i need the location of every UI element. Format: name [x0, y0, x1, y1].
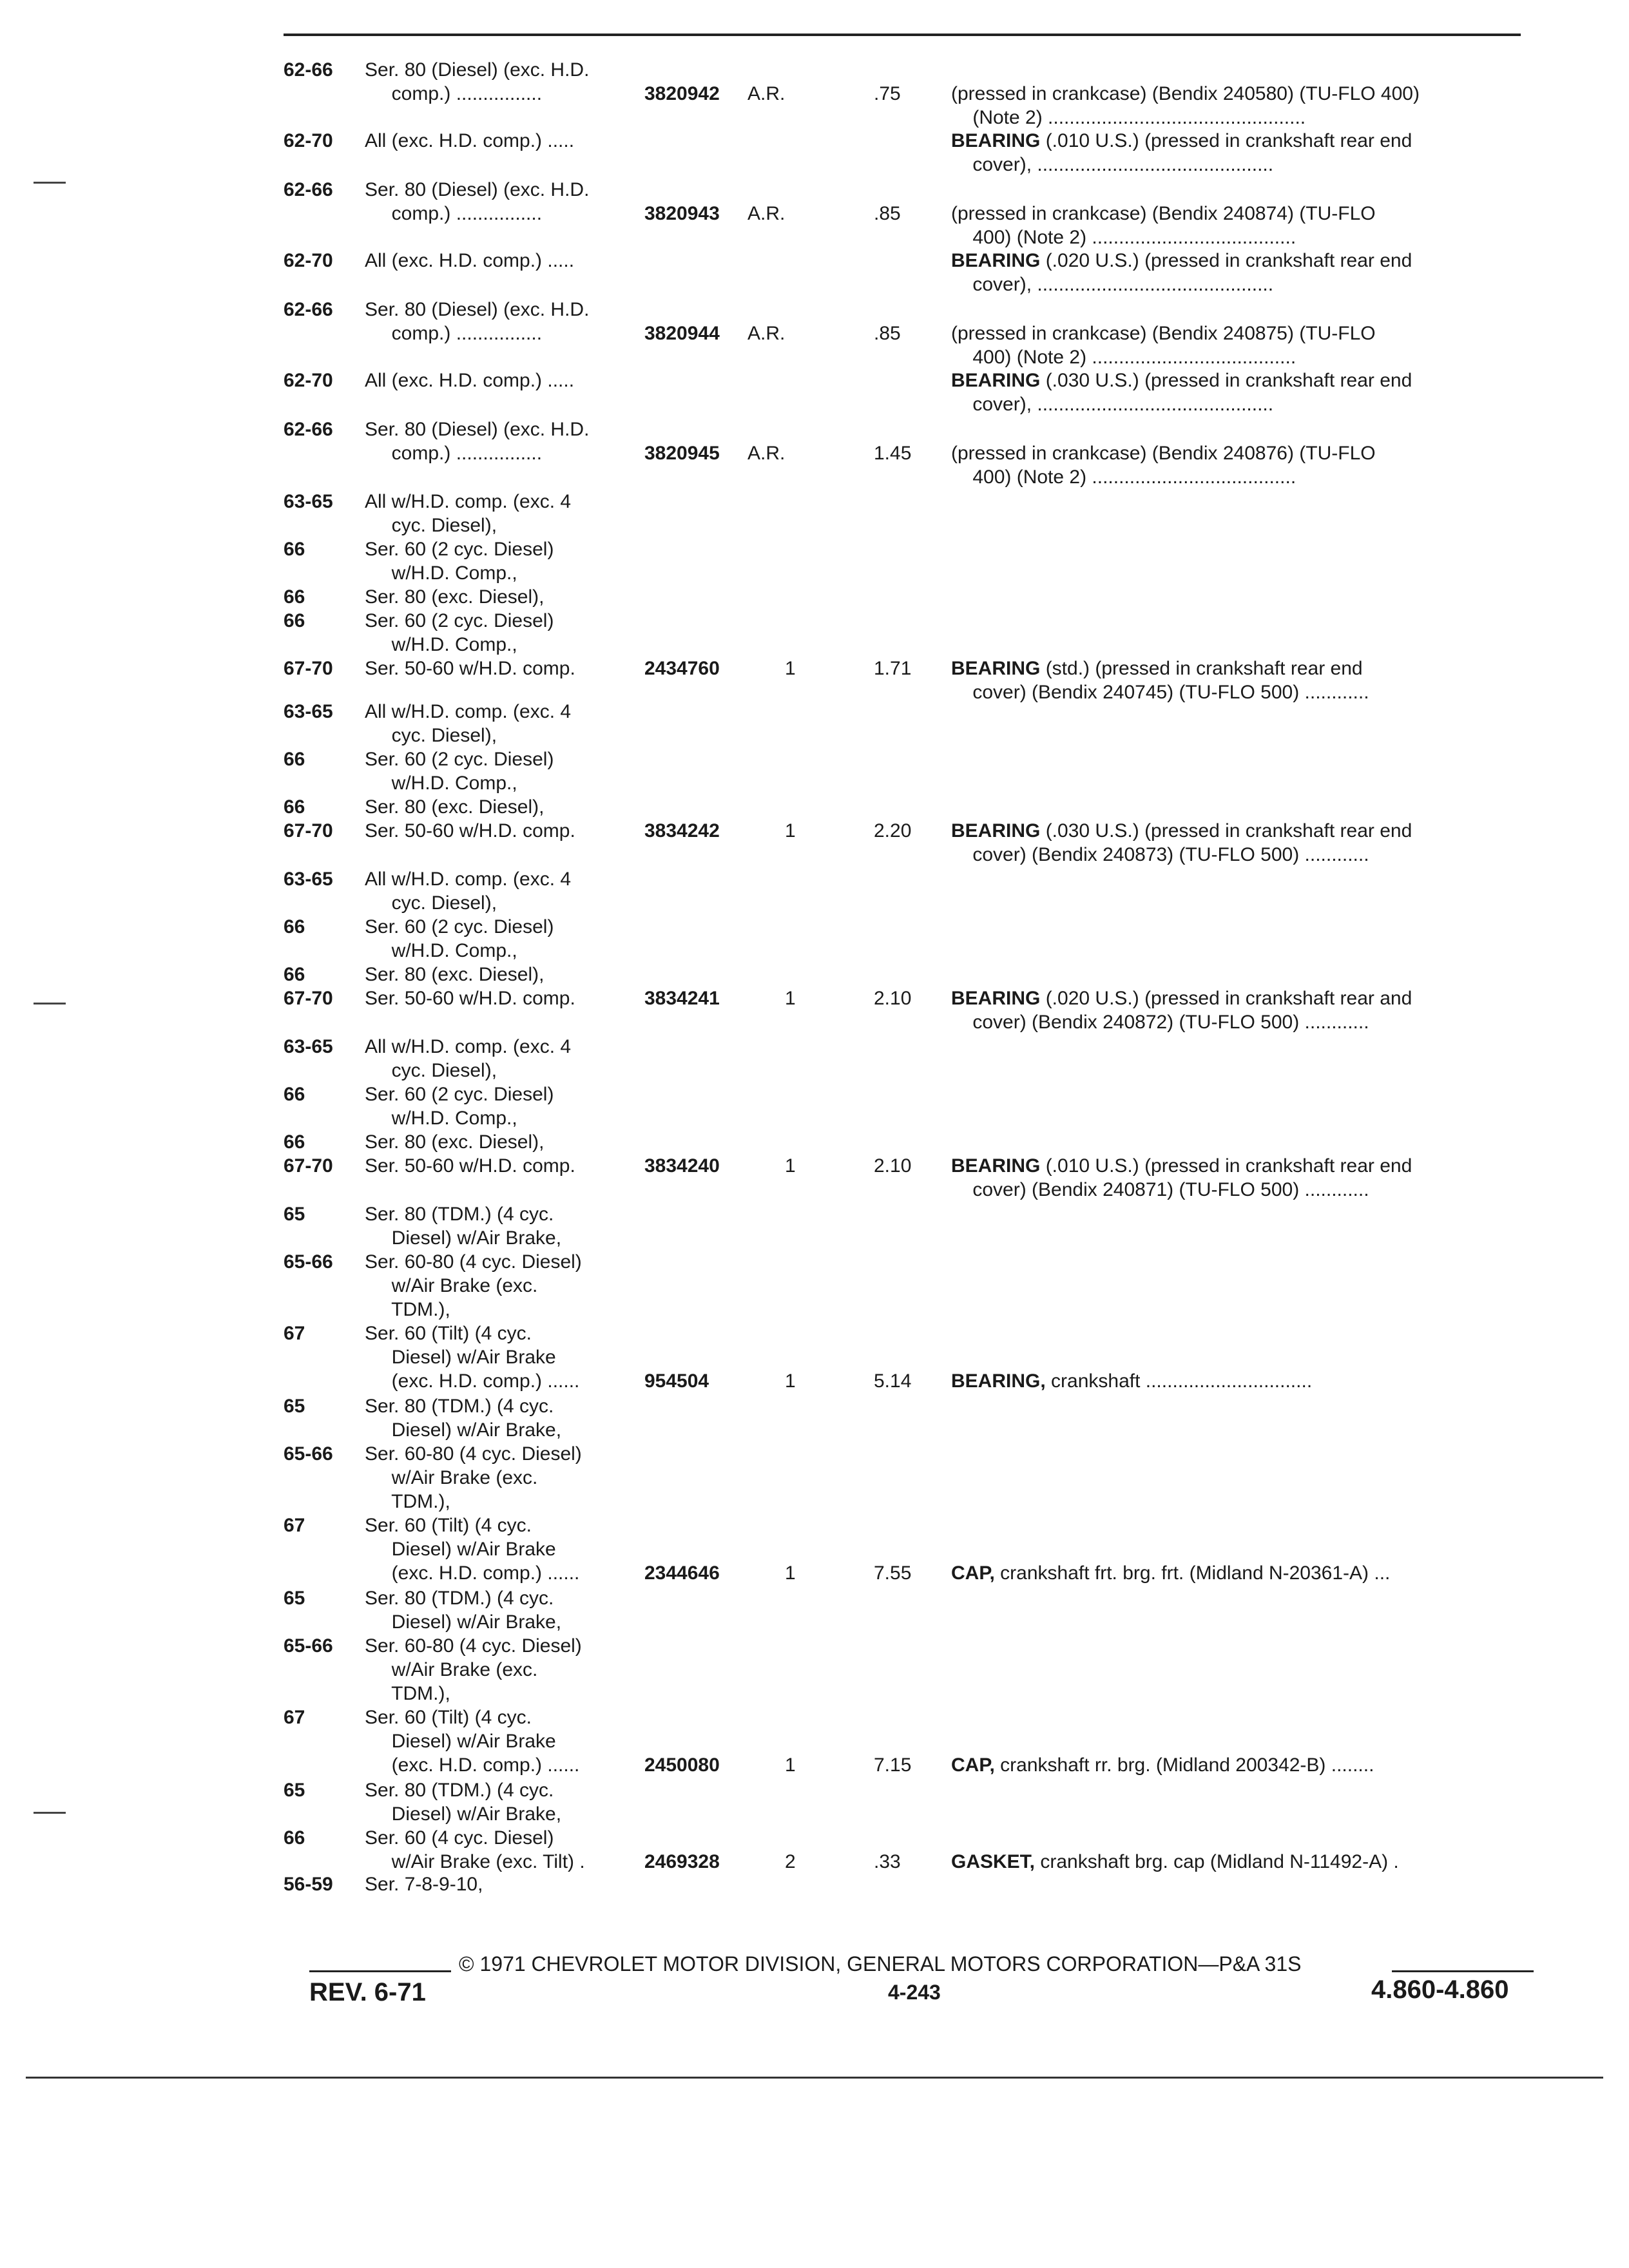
model-description: w/Air Brake (exc.	[365, 1275, 538, 1296]
year-range: 66	[284, 1084, 305, 1105]
year-range: 66	[284, 916, 305, 937]
part-name-text: cover), ............................................	[951, 154, 1274, 175]
price: 1.71	[874, 658, 912, 679]
part-name	[951, 680, 1531, 704]
model-description: Ser. 60-80 (4 cyc. Diesel)	[365, 1251, 582, 1273]
model-description: cyc. Diesel),	[365, 892, 497, 914]
model-description: All (exc. H.D. comp.) .....	[365, 370, 575, 391]
model-description: Ser. 80 (TDM.) (4 cyc.	[365, 1780, 554, 1801]
part-name	[951, 1753, 1531, 1777]
year-range: 66	[284, 539, 305, 560]
year-range: 67	[284, 1515, 305, 1536]
year-range: 63-65	[284, 869, 333, 890]
part-name	[951, 369, 1531, 392]
part-name	[951, 153, 1531, 177]
margin-tick	[34, 1812, 66, 1814]
model-description: Ser. 80 (exc. Diesel),	[365, 964, 545, 985]
part-number: 3834241	[644, 988, 720, 1009]
part-name-keyword: CAP,	[951, 1562, 995, 1584]
model-description: w/Air Brake (exc.	[365, 1467, 538, 1488]
part-number: 2450080	[644, 1754, 720, 1776]
part-name	[951, 986, 1531, 1010]
model-description: Diesel) w/Air Brake	[365, 1539, 556, 1560]
part-name	[951, 322, 1531, 345]
part-name-text: (.020 U.S.) (pressed in crankshaft rear and	[1045, 988, 1412, 1009]
part-name-text: cover) (Bendix 240872) (TU-FLO 500) ............	[951, 1012, 1369, 1033]
part-name	[951, 843, 1531, 867]
year-range: 65	[284, 1204, 305, 1225]
model-description: w/Air Brake (exc.	[365, 1659, 538, 1680]
model-description: Ser. 60 (2 cyc. Diesel)	[365, 749, 554, 770]
model-description: Diesel) w/Air Brake,	[365, 1803, 562, 1825]
part-number: 3820942	[644, 83, 720, 104]
part-name	[951, 819, 1531, 843]
part-name-text: 400) (Note 2) ......................................	[951, 466, 1296, 488]
part-name-keyword: GASKET,	[951, 1851, 1036, 1872]
year-range: 67-70	[284, 820, 333, 841]
copyright-line: © 1971 CHEVROLET MOTOR DIVISION, GENERAL MOTORS CORPORATION—P&A 31S	[459, 1952, 1302, 1975]
price: 7.55	[874, 1562, 912, 1584]
model-description: Ser. 7-8-9-10,	[365, 1874, 483, 1895]
part-number: 2469328	[644, 1851, 720, 1872]
year-range: 62-66	[284, 419, 333, 440]
model-description: Ser. 80 (exc. Diesel),	[365, 586, 545, 608]
footer-rule-left	[309, 1970, 451, 1972]
quantity: A.R.	[747, 203, 786, 224]
year-range: 56-59	[284, 1874, 333, 1895]
part-name-text: crankshaft ...............................	[1051, 1370, 1313, 1392]
part-name-text: (Note 2) ................................................	[951, 107, 1306, 128]
part-name-text: 400) (Note 2) ......................................	[951, 347, 1296, 368]
part-name	[951, 1369, 1531, 1393]
year-range: 62-66	[284, 299, 333, 320]
model-description: comp.) ................	[365, 83, 543, 104]
part-name	[951, 1850, 1531, 1874]
year-range: 67-70	[284, 658, 333, 679]
price: 1.45	[874, 443, 912, 464]
model-description: Ser. 60 (2 cyc. Diesel)	[365, 1084, 554, 1105]
year-range: 66	[284, 749, 305, 770]
year-range: 63-65	[284, 701, 333, 722]
part-name-keyword: CAP,	[951, 1754, 995, 1776]
year-range: 67	[284, 1323, 305, 1344]
model-description: Ser. 50-60 w/H.D. comp.	[365, 988, 575, 1009]
part-name	[951, 657, 1531, 680]
year-range: 66	[284, 964, 305, 985]
model-description: cyc. Diesel),	[365, 725, 497, 746]
model-description: Ser. 80 (exc. Diesel),	[365, 1131, 545, 1153]
year-range: 62-66	[284, 59, 333, 81]
group-reference: 4.860-4.860	[1371, 1975, 1509, 2004]
year-range: 63-65	[284, 1036, 333, 1057]
part-number: 3820945	[644, 443, 720, 464]
price: 2.20	[874, 820, 912, 841]
model-description: Ser. 60-80 (4 cyc. Diesel)	[365, 1443, 582, 1465]
model-description: Ser. 60 (4 cyc. Diesel)	[365, 1827, 554, 1849]
revision-label: REV. 6-71	[309, 1978, 426, 2006]
model-description: All w/H.D. comp. (exc. 4	[365, 701, 572, 722]
price: .75	[874, 83, 901, 104]
quantity: 1	[785, 988, 796, 1009]
part-name-text: cover), ............................................	[951, 394, 1274, 415]
model-description: (exc. H.D. comp.) ......	[365, 1754, 580, 1776]
price: 2.10	[874, 988, 912, 1009]
part-name	[951, 345, 1531, 369]
model-description: Ser. 50-60 w/H.D. comp.	[365, 1155, 575, 1177]
margin-tick	[34, 182, 66, 184]
part-name-text: (pressed in crankcase) (Bendix 240874) (TU-FLO	[951, 203, 1376, 224]
price: .33	[874, 1851, 901, 1872]
part-name-keyword: BEARING	[951, 250, 1041, 271]
year-range: 62-70	[284, 250, 333, 271]
part-name	[951, 226, 1531, 249]
model-description: w/H.D. Comp.,	[365, 562, 517, 584]
model-description: Ser. 50-60 w/H.D. comp.	[365, 658, 575, 679]
part-number: 2344646	[644, 1562, 720, 1584]
part-name-keyword: BEARING	[951, 988, 1041, 1009]
part-name	[951, 82, 1531, 106]
model-description: TDM.),	[365, 1299, 450, 1320]
price: 2.10	[874, 1155, 912, 1177]
year-range: 62-66	[284, 179, 333, 200]
part-name	[951, 1010, 1531, 1034]
part-name-text: (.010 U.S.) (pressed in crankshaft rear end	[1045, 1155, 1412, 1177]
model-description: comp.) ................	[365, 323, 543, 344]
part-name	[951, 106, 1531, 130]
model-description: Diesel) w/Air Brake,	[365, 1611, 562, 1633]
part-name-text: (pressed in crankcase) (Bendix 240580) (TU-FLO 400)	[951, 83, 1420, 104]
model-description: Diesel) w/Air Brake	[365, 1731, 556, 1752]
model-description: TDM.),	[365, 1491, 450, 1512]
model-description: comp.) ................	[365, 203, 543, 224]
part-name	[951, 465, 1531, 489]
part-number: 3834242	[644, 820, 720, 841]
part-name	[951, 273, 1531, 296]
part-name	[951, 202, 1531, 226]
price: .85	[874, 323, 901, 344]
quantity: 1	[785, 1562, 796, 1584]
model-description: Diesel) w/Air Brake,	[365, 1419, 562, 1441]
model-description: Ser. 80 (Diesel) (exc. H.D.	[365, 419, 590, 440]
year-range: 62-70	[284, 130, 333, 151]
model-description: cyc. Diesel),	[365, 515, 497, 536]
model-description: (exc. H.D. comp.) ......	[365, 1562, 580, 1584]
model-description: w/H.D. Comp.,	[365, 940, 517, 961]
part-name-text: (pressed in crankcase) (Bendix 240875) (TU-FLO	[951, 323, 1376, 344]
part-name-text: crankshaft brg. cap (Midland N-11492-A) .	[1040, 1851, 1399, 1872]
model-description: All w/H.D. comp. (exc. 4	[365, 491, 572, 512]
model-description: w/Air Brake (exc. Tilt) .	[365, 1851, 585, 1872]
quantity: 1	[785, 1370, 796, 1392]
year-range: 66	[284, 1131, 305, 1153]
model-description: Ser. 80 (Diesel) (exc. H.D.	[365, 179, 590, 200]
quantity: 1	[785, 1754, 796, 1776]
part-name-text: (pressed in crankcase) (Bendix 240876) (TU-FLO	[951, 443, 1376, 464]
model-description: w/H.D. Comp.,	[365, 634, 517, 655]
part-name	[951, 1178, 1531, 1202]
margin-tick	[34, 1003, 66, 1004]
part-name-keyword: BEARING,	[951, 1370, 1046, 1392]
model-description: cyc. Diesel),	[365, 1060, 497, 1081]
part-name-text: (.030 U.S.) (pressed in crankshaft rear end	[1045, 820, 1412, 841]
quantity: 1	[785, 820, 796, 841]
part-name	[951, 441, 1531, 465]
model-description: TDM.),	[365, 1683, 450, 1704]
year-range: 65-66	[284, 1443, 333, 1465]
model-description: Diesel) w/Air Brake	[365, 1347, 556, 1368]
year-range: 65	[284, 1588, 305, 1609]
year-range: 65-66	[284, 1635, 333, 1657]
part-number: 2434760	[644, 658, 720, 679]
model-description: Ser. 50-60 w/H.D. comp.	[365, 820, 575, 841]
quantity: 2	[785, 1851, 796, 1872]
part-name	[951, 249, 1531, 273]
part-number: 3820943	[644, 203, 720, 224]
top-rule	[284, 34, 1521, 36]
part-name-text: 400) (Note 2) ......................................	[951, 227, 1296, 248]
year-range: 67	[284, 1707, 305, 1728]
year-range: 65-66	[284, 1251, 333, 1273]
model-description: (exc. H.D. comp.) ......	[365, 1370, 580, 1392]
year-range: 67-70	[284, 1155, 333, 1177]
part-name-keyword: BEARING	[951, 658, 1041, 679]
model-description: All w/H.D. comp. (exc. 4	[365, 869, 572, 890]
model-description: Ser. 60 (Tilt) (4 cyc.	[365, 1515, 532, 1536]
model-description: Ser. 80 (Diesel) (exc. H.D.	[365, 299, 590, 320]
part-name	[951, 129, 1531, 153]
year-range: 62-70	[284, 370, 333, 391]
part-name-text: cover), ............................................	[951, 274, 1274, 295]
model-description: Ser. 60 (2 cyc. Diesel)	[365, 610, 554, 631]
model-description: All (exc. H.D. comp.) .....	[365, 130, 575, 151]
part-name-text: (.020 U.S.) (pressed in crankshaft rear end	[1045, 250, 1412, 271]
model-description: Ser. 80 (TDM.) (4 cyc.	[365, 1396, 554, 1417]
part-name-text: (.030 U.S.) (pressed in crankshaft rear end	[1045, 370, 1412, 391]
part-name	[951, 1154, 1531, 1178]
part-number: 954504	[644, 1370, 709, 1392]
part-name-keyword: BEARING	[951, 820, 1041, 841]
quantity: A.R.	[747, 83, 786, 104]
model-description: Ser. 60 (2 cyc. Diesel)	[365, 916, 554, 937]
year-range: 67-70	[284, 988, 333, 1009]
model-description: Ser. 60 (Tilt) (4 cyc.	[365, 1323, 532, 1344]
year-range: 65	[284, 1396, 305, 1417]
part-name-text: crankshaft rr. brg. (Midland 200342-B) ........	[1000, 1754, 1374, 1776]
year-range: 66	[284, 586, 305, 608]
part-name-text: cover) (Bendix 240871) (TU-FLO 500) ............	[951, 1179, 1369, 1200]
quantity: 1	[785, 658, 796, 679]
quantity: A.R.	[747, 323, 786, 344]
model-description: w/H.D. Comp.,	[365, 1108, 517, 1129]
bottom-rule	[26, 2077, 1603, 2079]
model-description: w/H.D. Comp.,	[365, 773, 517, 794]
year-range: 66	[284, 796, 305, 818]
model-description: All w/H.D. comp. (exc. 4	[365, 1036, 572, 1057]
part-name-keyword: BEARING	[951, 370, 1041, 391]
model-description: All (exc. H.D. comp.) .....	[365, 250, 575, 271]
year-range: 66	[284, 610, 305, 631]
model-description: Ser. 80 (Diesel) (exc. H.D.	[365, 59, 590, 81]
quantity: 1	[785, 1155, 796, 1177]
model-description: Ser. 60 (2 cyc. Diesel)	[365, 539, 554, 560]
model-description: Ser. 80 (exc. Diesel),	[365, 796, 545, 818]
year-range: 66	[284, 1827, 305, 1849]
year-range: 65	[284, 1780, 305, 1801]
footer-rule-right	[1392, 1970, 1534, 1972]
model-description: Ser. 60-80 (4 cyc. Diesel)	[365, 1635, 582, 1657]
part-name-text: crankshaft frt. brg. frt. (Midland N-20361-A) ...	[1000, 1562, 1391, 1584]
part-name-keyword: BEARING	[951, 130, 1041, 151]
year-range: 63-65	[284, 491, 333, 512]
model-description: comp.) ................	[365, 443, 543, 464]
part-name	[951, 1561, 1531, 1585]
price: 5.14	[874, 1370, 912, 1392]
part-number: 3834240	[644, 1155, 720, 1177]
part-name-text: cover) (Bendix 240745) (TU-FLO 500) ............	[951, 682, 1369, 703]
model-description: Diesel) w/Air Brake,	[365, 1227, 562, 1249]
price: .85	[874, 203, 901, 224]
part-name-text: (.010 U.S.) (pressed in crankshaft rear end	[1045, 130, 1412, 151]
price: 7.15	[874, 1754, 912, 1776]
model-description: Ser. 80 (TDM.) (4 cyc.	[365, 1204, 554, 1225]
part-number: 3820944	[644, 323, 720, 344]
part-name-text: cover) (Bendix 240873) (TU-FLO 500) ............	[951, 844, 1369, 865]
model-description: Ser. 60 (Tilt) (4 cyc.	[365, 1707, 532, 1728]
part-name-text: (std.) (pressed in crankshaft rear end	[1045, 658, 1363, 679]
part-name-keyword: BEARING	[951, 1155, 1041, 1177]
quantity: A.R.	[747, 443, 786, 464]
page-number: 4-243	[888, 1981, 941, 2004]
model-description: Ser. 80 (TDM.) (4 cyc.	[365, 1588, 554, 1609]
part-name	[951, 392, 1531, 416]
